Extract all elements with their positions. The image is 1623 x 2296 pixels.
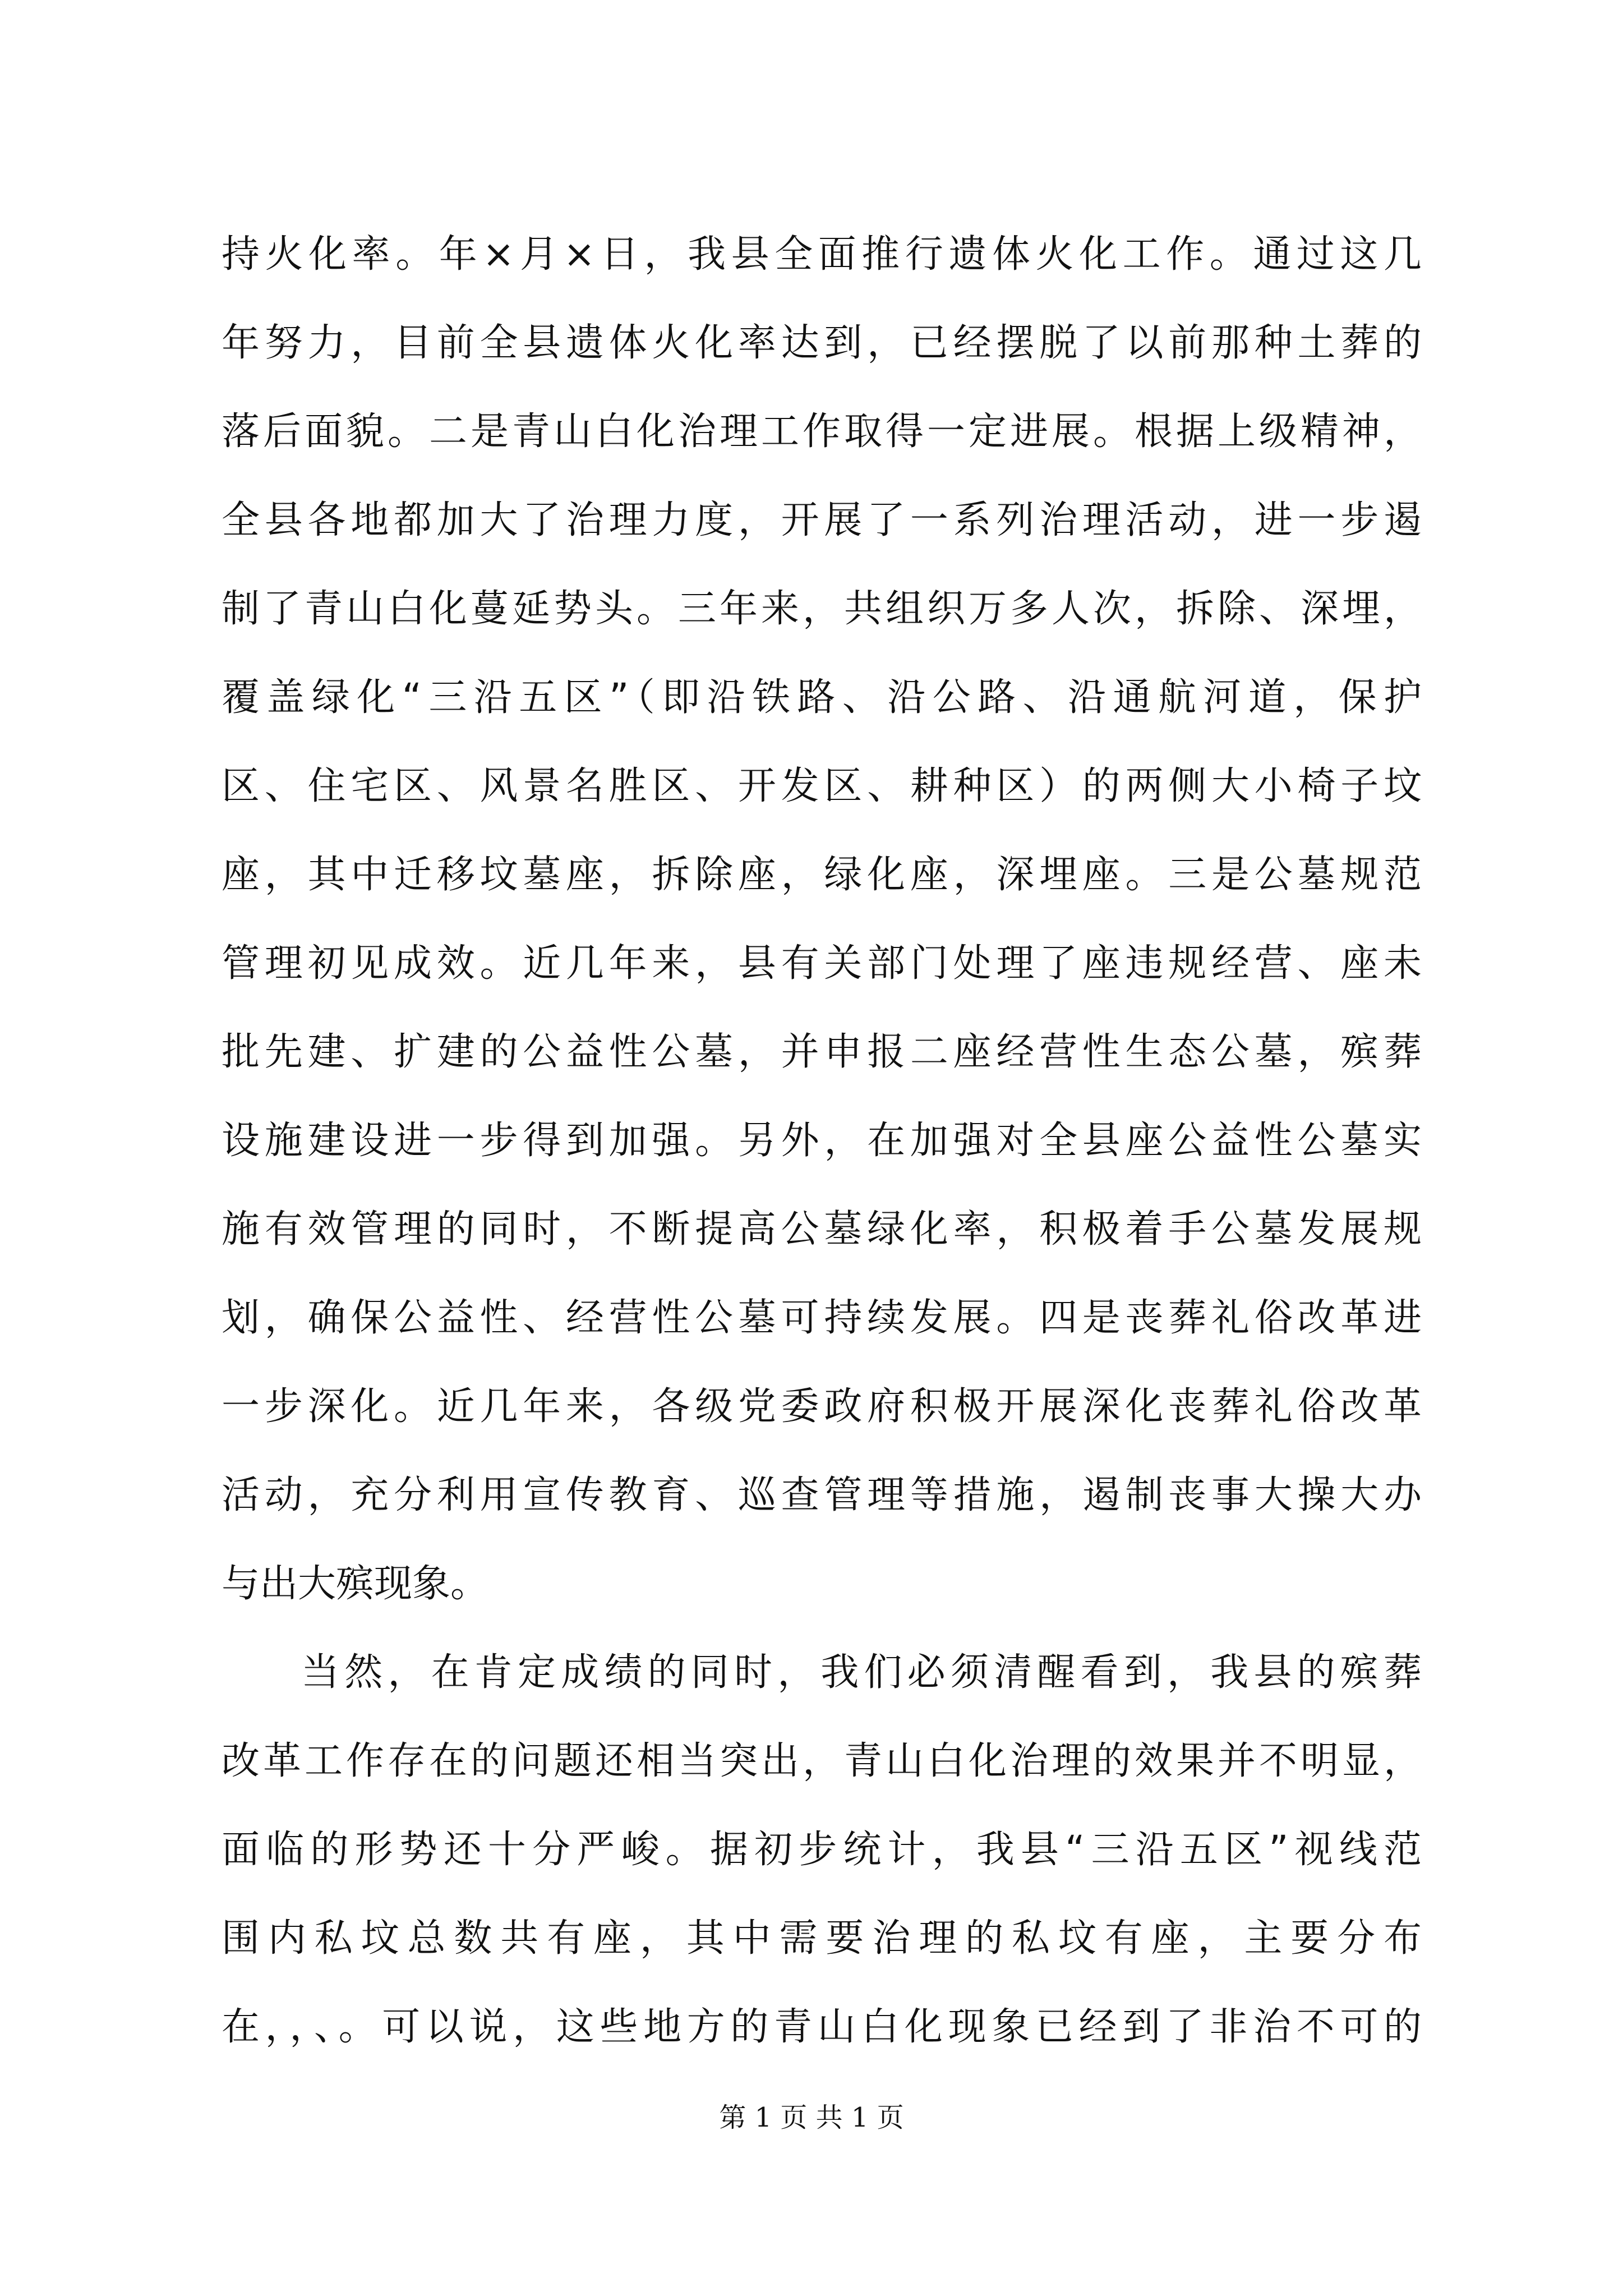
- text-line: 持火化率。年×月×日，我县全面推行遗体火化工作。通过这几: [222, 232, 1422, 277]
- paragraph-achievements: [222, 210, 1422, 1628]
- document-body: [222, 210, 1422, 2072]
- text-line: 设施建设进一步得到加强。另外，在加强对全县座公益性公墓实: [222, 1119, 1422, 1163]
- page-footer: 第 1 页 共 1 页: [719, 2102, 904, 2133]
- text-line: 全县各地都加大了治理力度，开展了一系列治理活动，进一步遏: [222, 498, 1422, 542]
- text-line: 落后面貌。二是青山白化治理工作取得一定进展。根据上级精神，: [222, 409, 1422, 454]
- text-line: 覆盖绿化“三沿五区”（即沿铁路、沿公路、沿通航河道，保护: [222, 675, 1422, 720]
- text-line: 座，其中迁移坟墓座，拆除座，绿化座，深埋座。三是公墓规范: [222, 853, 1422, 897]
- text-line: 一步深化。近几年来，各级党委政府积极开展深化丧葬礼俗改革: [222, 1384, 1422, 1429]
- text-line: 批先建、扩建的公益性公墓，并申报二座经营性生态公墓，殡葬: [222, 1030, 1422, 1074]
- text-line: 施有效管理的同时，不断提高公墓绿化率，积极着手公墓发展规: [222, 1207, 1422, 1251]
- text-line: 区、住宅区、风景名胜区、开发区、耕种区）的两侧大小椅子坟: [222, 764, 1422, 808]
- text-line: 活动，充分利用宣传教育、巡查管理等措施，遏制丧事大操大办: [222, 1473, 1422, 1517]
- text-line: 围内私坟总数共有座，其中需要治理的私坟有座，主要分布: [222, 1916, 1422, 1961]
- text-line: 管理初见成效。近几年来，县有关部门处理了座违规经营、座未: [222, 941, 1422, 986]
- text-line: 改革工作存在的问题还相当突出，青山白化治理的效果并不明显，: [222, 1739, 1422, 1783]
- text-line: 划，确保公益性、经营性公墓可持续发展。四是丧葬礼俗改革进: [222, 1296, 1422, 1340]
- text-line: 与出大殡现象。: [222, 1562, 489, 1606]
- text-line: 当然，在肯定成绩的同时，我们必须清醒看到，我县的殡葬: [301, 1650, 1422, 1695]
- text-line: 面临的形势还十分严峻。据初步统计，我县“三沿五区”视线范: [222, 1828, 1422, 1872]
- paragraph-problems: [222, 1628, 1422, 2072]
- text-line: 年努力，目前全县遗体火化率达到，已经摆脱了以前那种土葬的: [222, 321, 1422, 365]
- text-line: 制了青山白化蔓延势头。三年来，共组织万多人次，拆除、深埋，: [222, 587, 1422, 631]
- text-line: 在，，、。可以说，这些地方的青山白化现象已经到了非治不可的: [222, 2005, 1422, 2049]
